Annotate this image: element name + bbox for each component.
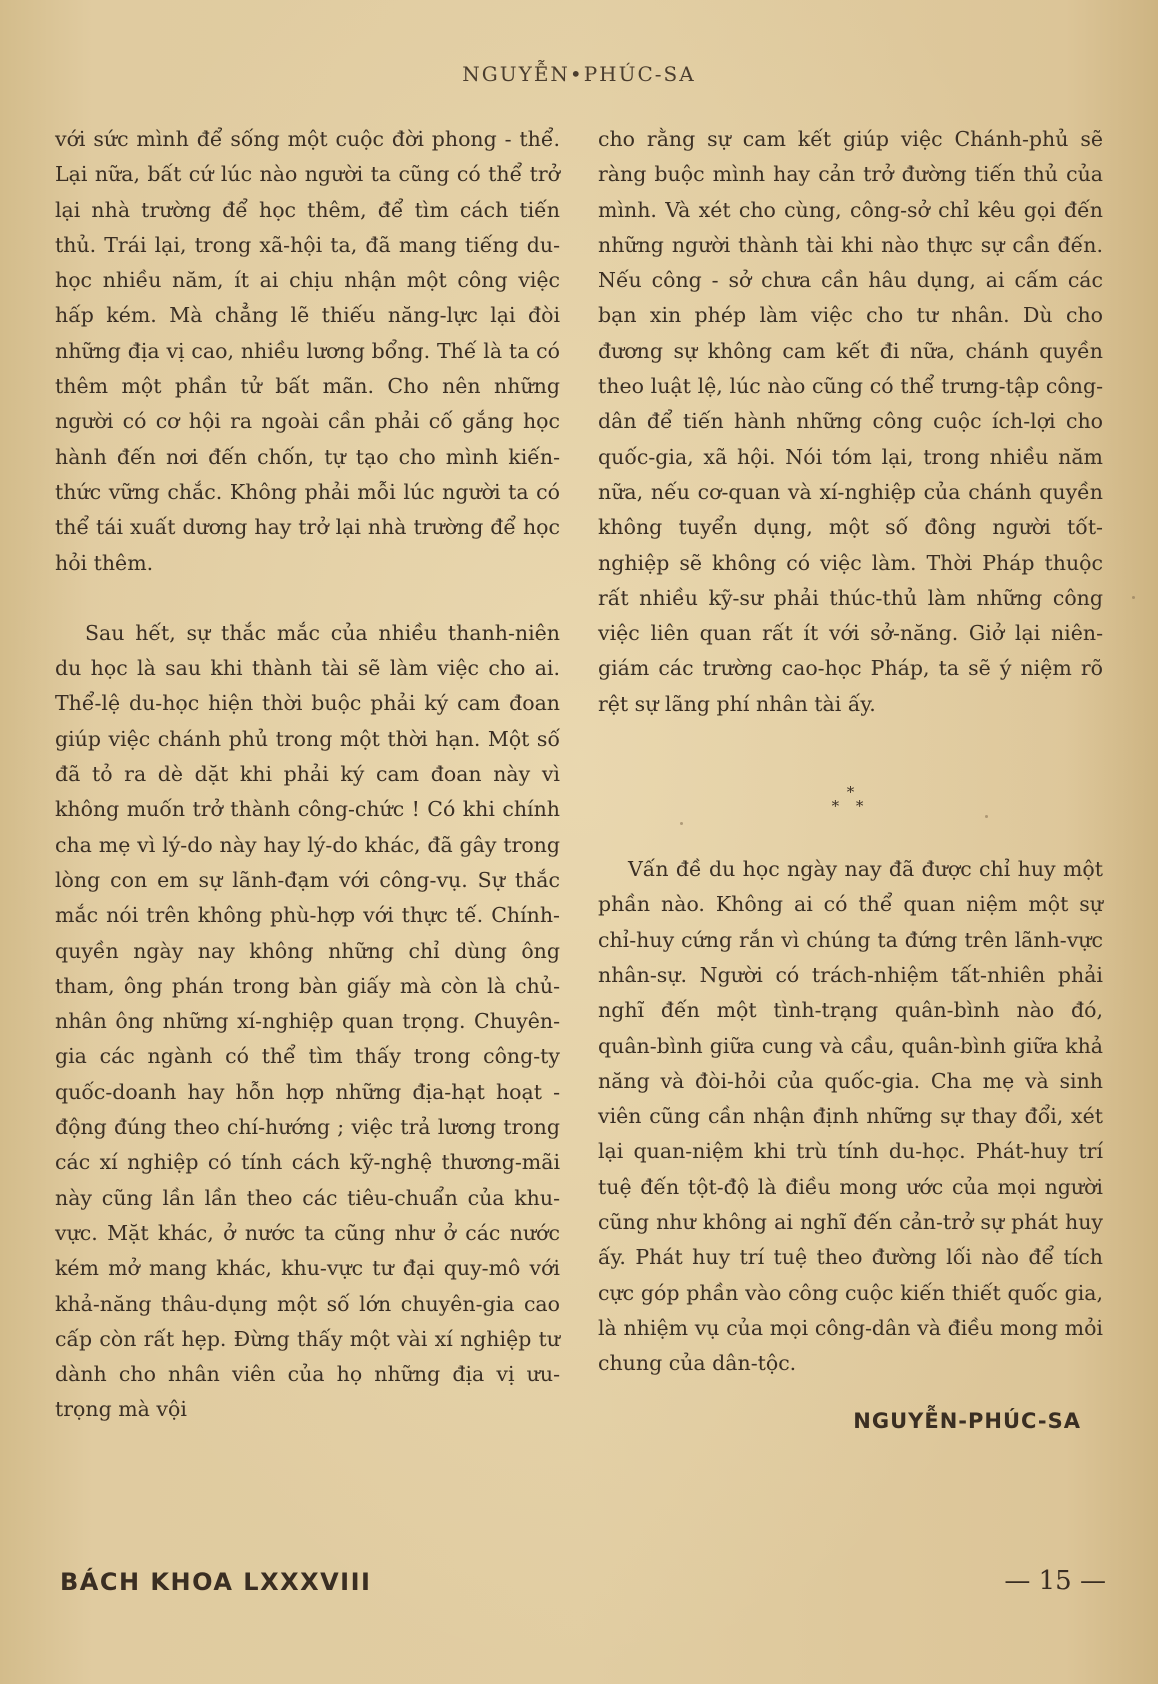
paper-speck	[1132, 596, 1135, 599]
right-column	[598, 122, 1103, 1439]
body-paragraph: Vấn đề du học ngày nay đã được chỉ huy một phần nào. Không ai có thể quan niệm một sự chỉ-huy cứng rắn vì chúng ta đứng trên lãnh-vực nhân-sự. Người có trách-nhiệm tất-nhiên phải nghĩ đến một tình-trạng quân-bình nào đó, quân-bình giữa cung và cầu, quân-bình giữa khả năng và đòi-hỏi của quốc-gia. Cha mẹ và sinh viên cũng cần nhận định những sự thay đổi, xét lại quan-niệm khi trù tính du-học. Phát-huy trí tuệ đến tột-độ là điều mong ước của mọi người cũng như không ai nghĩ đến cản-trở sự phát huy ấy. Phát huy trí tuệ theo đường lối nào để tích cực góp phần vào công cuộc kiến thiết quốc gia, là nhiệm vụ của mọi công-dân và điều mong mỏi chung của dân-tộc.	[598, 857, 1103, 1376]
footer-publication-title: BÁCH KHOA LXXXVIII	[60, 1568, 372, 1596]
body-paragraph: Sau hết, sự thắc mắc của nhiều thanh-niên du học là sau khi thành tài sẽ làm việc cho ai. Thể-lệ du-học hiện thời buộc phải ký cam đoan giúp việc chánh phủ trong một thời hạn. Một số đã tỏ ra dè dặt khi phải ký cam đoan này vì không muốn trở thành công-chức ! Có khi chính cha mẹ vì lý-do này hay lý-do khác, đã gây trong lòng con em sự lãnh-đạm với công-vụ. Sự thắc mắc nói trên không phù-hợp với thực tế. Chính-quyền ngày nay không những chỉ dùng ông tham, ông phán trong bàn giấy mà còn là chủ-nhân ông những xí-nghiệp quan trọng. Chuyên-gia các ngành có thể tìm thấy trong công-ty quốc-doanh hay hỗn hợp những địa-hạt hoạt - động đúng theo chí-hướng ; việc trả lương trong các xí nghiệp có tính cách kỹ-nghệ thương-mãi này cũng lần lần theo các tiêu-chuẩn của khu-vực. Mặt khác, ở nước ta cũng như ở các nước kém mở mang khác, khu-vực tư đại quy-mô với khả-năng thâu-dụng một số lớn chuyên-gia cao cấp còn rất hẹp. Đừng thấy một vài xí nghiệp tư dành cho nhân viên của họ những địa vị ưu-trọng mà vội	[55, 620, 560, 1422]
paper-speck	[985, 815, 988, 818]
body-paragraph: với sức mình để sống một cuộc đời phong - thể. Lại nữa, bất cứ lúc nào người ta cũng có thể trở lại nhà trường để học thêm, để tìm cách tiến thủ. Trái lại, trong xã-hội ta, đã mang tiếng du-học nhiều năm, ít ai chịu nhận một công việc hấp kém. Mà chẳng lẽ thiếu năng-lực lại đòi những địa vị cao, nhiều lương bổng. Thế là ta có thêm một phần tử bất mãn. Cho nên những người có cơ hội ra ngoài cần phải cố gắng học hành đến nơi đến chốn, tự tạo cho mình kiến-thức vững chắc. Không phải mỗi lúc người ta có thể tái xuất dương hay trở lại nhà trường để học hỏi thêm.	[55, 127, 560, 575]
paper-speck	[680, 822, 683, 825]
running-header-author: NGUYỄN•PHÚC-SA	[462, 62, 696, 86]
section-break-asterisks	[598, 722, 1103, 852]
section-break-bottom: * *	[831, 797, 870, 816]
section-break-top: *	[846, 783, 855, 802]
left-column	[55, 122, 560, 1428]
footer-page-number: — 15 —	[1004, 1566, 1106, 1596]
body-paragraph: cho rằng sự cam kết giúp việc Chánh-phủ sẽ ràng buộc mình hay cản trở đường tiến thủ của mình. Và xét cho cùng, công-sở chỉ kêu gọi đến những người thành tài khi nào thực sự cần đến. Nếu công - sở chưa cần hâu dụng, ai cấm các bạn xin phép làm việc cho tư nhân. Dù cho đương sự không cam kết đi nữa, chánh quyền theo luật lệ, lúc nào cũng có thể trưng-tập công-dân để tiến hành những công cuộc ích-lợi cho quốc-gia, xã hội. Nói tóm lại, trong nhiều năm nữa, nếu cơ-quan và xí-nghiệp của chánh quyền không tuyển dụng, một số đông người tốt-nghiệp sẽ không có việc làm. Thời Pháp thuộc rất nhiều kỹ-sư phải thúc-thủ làm những công việc liên quan rất ít với sở-năng. Giở lại niên-giám các trường cao-học Pháp, ta sẽ ý niệm rõ rệt sự lãng phí nhân tài ấy.	[598, 127, 1103, 716]
author-signature: NGUYỄN-PHÚC-SA	[853, 1408, 1081, 1433]
